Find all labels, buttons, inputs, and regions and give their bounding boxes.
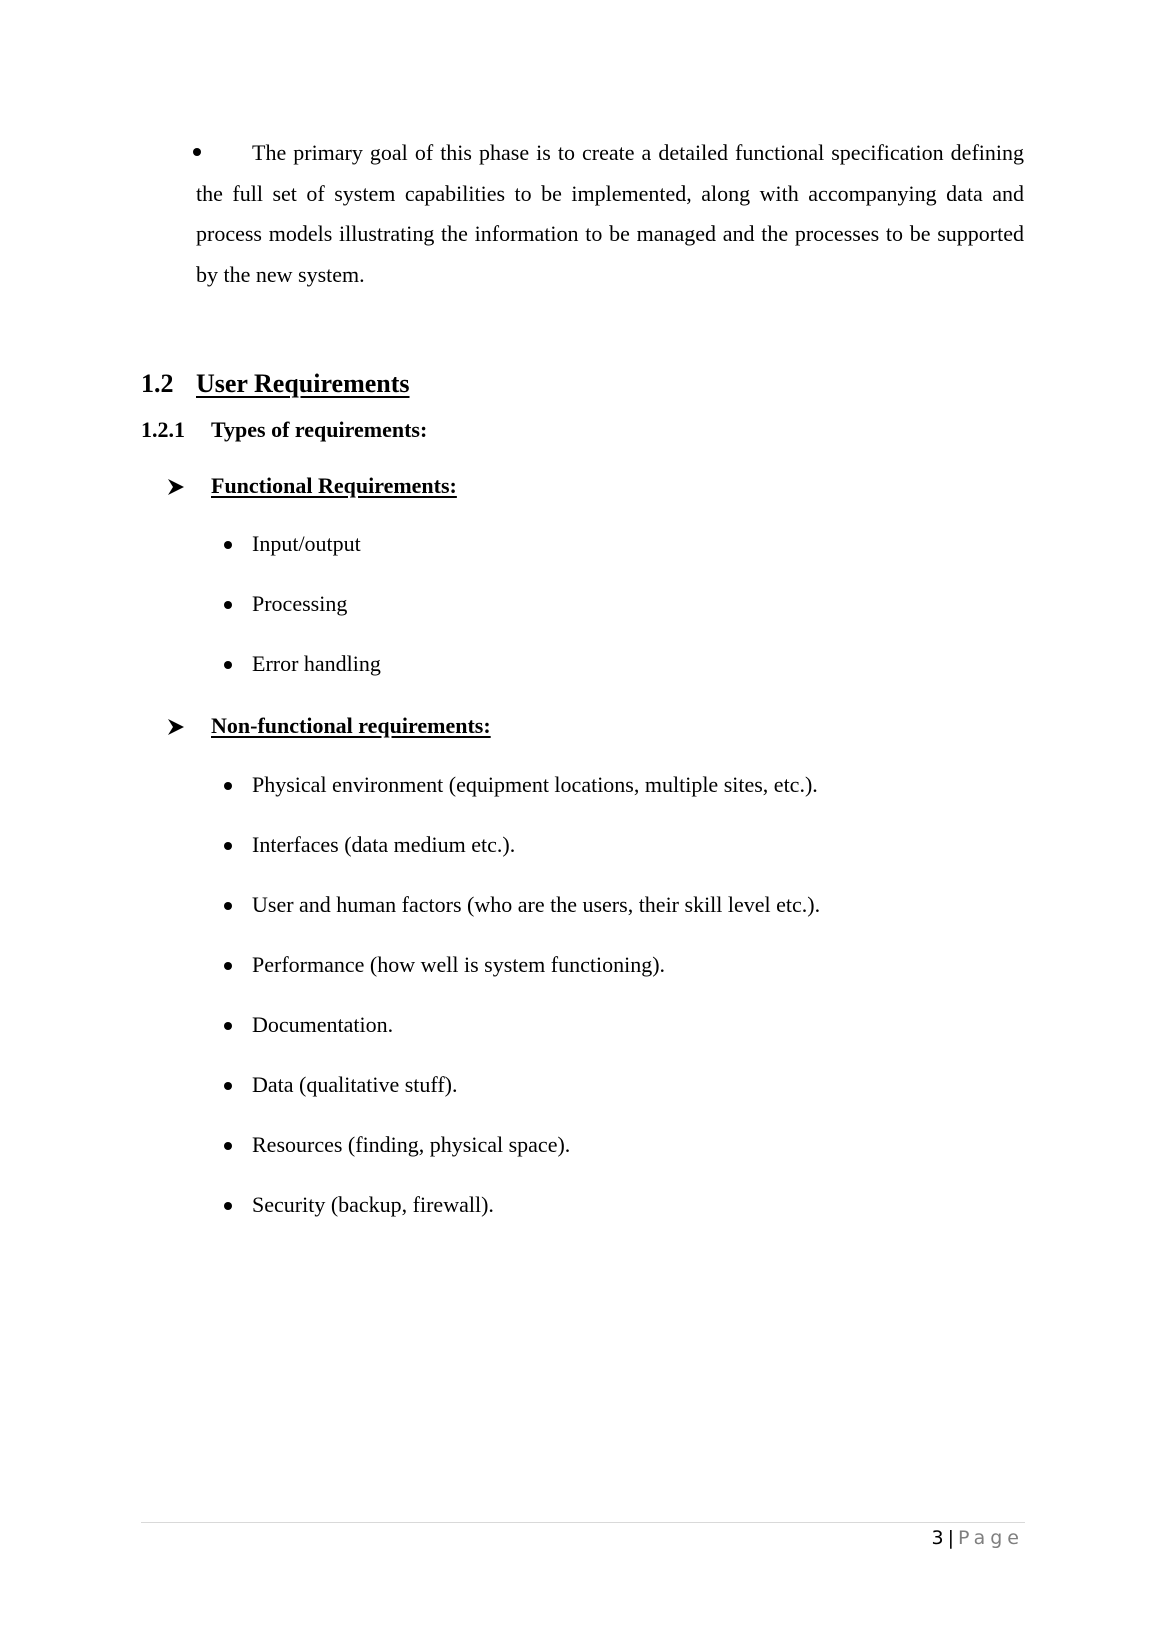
nonfunctional-requirements-label: Non-functional requirements: [211, 713, 491, 738]
intro-paragraph: The primary goal of this phase is to create a detailed functional specification defining the full set of system capabilities to be implemented, along with accompanying data and process models illustrating the information to be managed and the processes to be supported by the new system. [196, 140, 1024, 287]
footer-divider [141, 1522, 1025, 1523]
bullet-icon [224, 541, 232, 549]
list-item-text: Data (qualitative stuff). [252, 1072, 458, 1097]
list-item-text: Security (backup, firewall). [252, 1192, 494, 1217]
arrowhead-bullet-icon [167, 718, 185, 736]
list-item-text: Processing [252, 591, 348, 616]
bullet-icon [224, 782, 232, 790]
list-item-text: Documentation. [252, 1012, 394, 1037]
bullet-icon [224, 962, 232, 970]
bullet-icon [224, 1022, 232, 1030]
arrowhead-bullet-icon [167, 478, 185, 496]
section-title: User Requirements [196, 369, 410, 398]
section-number: 1.2 [141, 369, 174, 398]
list-item-text: Resources (finding, physical space). [252, 1132, 571, 1157]
list-item-text: Performance (how well is system functioning). [252, 952, 666, 977]
bullet-icon [224, 842, 232, 850]
bullet-icon [224, 661, 232, 669]
list-item-text: Interfaces (data medium etc.). [252, 832, 516, 857]
functional-requirements-label: Functional Requirements: [211, 473, 457, 498]
footer-separator: | [947, 1527, 954, 1549]
list-item-text: Physical environment (equipment locations, multiple sites, etc.). [252, 772, 818, 797]
page-footer [932, 1525, 1025, 1551]
page-number: 3 [931, 1527, 944, 1549]
list-item-text: Error handling [252, 651, 381, 676]
bullet-icon [224, 1202, 232, 1210]
bullet-icon [224, 1142, 232, 1150]
list-item-text: User and human factors (who are the users, their skill level etc.). [252, 892, 821, 917]
bullet-icon [224, 1082, 232, 1090]
bullet-icon [224, 902, 232, 910]
bullet-icon [224, 601, 232, 609]
subsection-number: 1.2.1 [141, 417, 185, 442]
list-item-text: Input/output [252, 531, 361, 556]
subsection-title: Types of requirements: [211, 417, 428, 442]
page-label: Page [958, 1527, 1024, 1549]
